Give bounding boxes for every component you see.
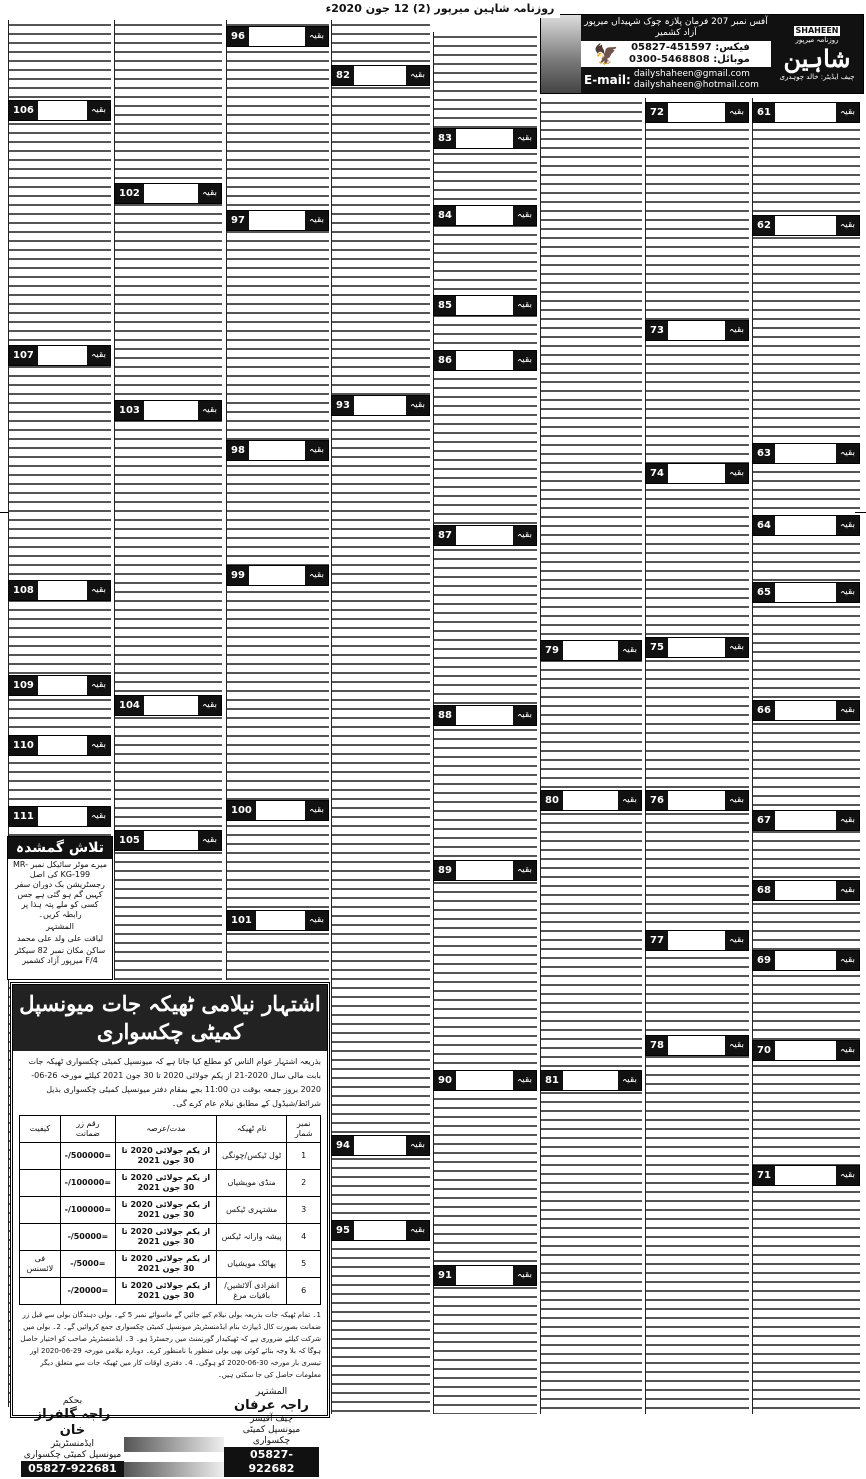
article-column (540, 98, 642, 1414)
table-cell: =50000/- (60, 1224, 115, 1251)
continuation-number: 67 (753, 811, 775, 830)
continuation-number: 63 (753, 444, 775, 463)
divider (855, 512, 866, 513)
continuation-number: 80 (541, 791, 563, 810)
continuation-box (226, 210, 329, 231)
continuation-number: 96 (227, 27, 249, 46)
table-cell: از یکم جولائی 2020 تا 30 جون 2021 (115, 1278, 216, 1305)
continuation-number: 71 (753, 1166, 775, 1185)
continuation-box (114, 695, 222, 716)
signer-left (21, 1396, 124, 1477)
signer-phone: 05827-922681 (21, 1461, 124, 1477)
continuation-number: 81 (541, 1071, 563, 1090)
table-header: رقم زر ضمانت (60, 1116, 115, 1143)
continuation-label: بقیہ (725, 103, 748, 122)
continuation-label: بقیہ (87, 736, 110, 755)
continuation-number: 72 (646, 103, 668, 122)
continuation-label: بقیہ (513, 706, 536, 725)
ad-terms: 1۔ تمام ٹھیکہ جات بذریعہ بولی نیلام کیے جائیں گے ماسوائے نمبر 5 کے۔ بولی دہندگان بولی سے قبل زر ضمانت بصورت کال ڈیپازٹ بنام ایڈمنسٹریٹر میونسپل کمیٹی چکسواری جمع کروائیں گے۔ 2۔ بولی میں شرکت کیلئے ضروری ہے کہ ٹھیکیدار گورنمنٹ میں رجسٹرڈ ہو۔ 3۔ ایڈمنسٹریٹر صاحب کو اختیار حاصل ہوگا کہ بلا وجہ بتائے کوئی بھی بولی منظور یا نامنظور کرے۔ دوبارہ نیلامی مورخہ 29-06-2020 اور تیسری بار مورخہ 30-06-2020 کو ہوگی۔ 4۔ دفتری اوقات کار میں ٹھیکہ جات سے متعلق دیگر معلومات حاصل کی جا سکتی ہیں۔ (20, 1311, 321, 1379)
continuation-box (8, 100, 111, 121)
table-cell (20, 1224, 61, 1251)
article-column (645, 98, 749, 1414)
signer-label: المشتہر (255, 1387, 288, 1397)
continuation-number: 99 (227, 566, 249, 585)
continuation-box (433, 350, 537, 371)
continuation-box (331, 395, 430, 416)
continuation-box (645, 790, 749, 811)
continuation-number: 97 (227, 211, 249, 230)
masthead (540, 14, 864, 94)
signer-right (224, 1387, 319, 1477)
table-cell: انفرادی آلائشیں/باقیات مرغ (216, 1278, 287, 1305)
continuation-box (433, 128, 537, 149)
table-cell: منڈی مویشیاں (216, 1170, 287, 1197)
continuation-box (8, 735, 111, 756)
table-header: مدت/عرصہ (115, 1116, 216, 1143)
continuation-number: 84 (434, 206, 456, 225)
continuation-label: بقیہ (836, 701, 859, 720)
continuation-label: بقیہ (87, 581, 110, 600)
continuation-box (331, 65, 430, 86)
continuation-box (114, 830, 222, 851)
continuation-number: 103 (115, 401, 144, 420)
continuation-number: 68 (753, 881, 775, 900)
continuation-number: 108 (9, 581, 38, 600)
missing-notice (7, 836, 113, 980)
missing-address: ساکن مکان نمبر 82 سیکٹر F/4 میرپور آزاد کشمیر (14, 946, 106, 965)
logo-english: SHAHEEN (795, 26, 839, 35)
continuation-box (752, 215, 860, 236)
continuation-box (752, 810, 860, 831)
fax-label: فیکس: (715, 42, 750, 53)
continuation-label: بقیہ (836, 516, 859, 535)
table-cell: از یکم جولائی 2020 تا 30 جون 2021 (115, 1251, 216, 1278)
table-cell: =20000/- (60, 1278, 115, 1305)
divider (0, 512, 8, 513)
continuation-label: بقیہ (198, 184, 221, 203)
continuation-box (331, 1135, 430, 1156)
continuation-label: بقیہ (406, 396, 429, 415)
continuation-number: 86 (434, 351, 456, 370)
table-cell (20, 1278, 61, 1305)
missing-body: میرے موٹر سائیکل نمبر MR-KG-199 کی اصل رجسٹریشن بک دوران سفر کہیں گم ہو گئی ہے جس کسی کو ملے پتہ ہذا پر رابطہ کریں۔ (13, 860, 107, 919)
table-cell: 2 (287, 1170, 321, 1197)
continuation-label: بقیہ (305, 911, 328, 930)
continuation-number: 62 (753, 216, 775, 235)
continuation-box (752, 880, 860, 901)
table-cell: مشتہری ٹیکس (216, 1197, 287, 1224)
table-cell: از یکم جولائی 2020 تا 30 جون 2021 (115, 1224, 216, 1251)
continuation-box (226, 800, 329, 821)
continuation-box (8, 806, 111, 827)
signer-phone: 05827-922682 (224, 1447, 319, 1477)
continuation-number: 110 (9, 736, 38, 755)
continuation-number: 85 (434, 296, 456, 315)
continuation-label: بقیہ (513, 296, 536, 315)
continuation-label: بقیہ (513, 1071, 536, 1090)
continuation-label: بقیہ (725, 1036, 748, 1055)
continuation-label: بقیہ (836, 1166, 859, 1185)
table-cell: پھاٹک مویشیاں (216, 1251, 287, 1278)
table-cell: 5 (287, 1251, 321, 1278)
table-cell: 4 (287, 1224, 321, 1251)
signer-name: راجہ گلفراز خان (34, 1407, 111, 1438)
continuation-number: 79 (541, 641, 563, 660)
table-cell: 1 (287, 1143, 321, 1170)
continuation-number: 109 (9, 676, 38, 695)
continuation-label: بقیہ (725, 321, 748, 340)
continuation-number: 105 (115, 831, 144, 850)
newspaper-logo (771, 15, 863, 93)
office-address: آفس نمبر 207 فرمان پلازہ چوک شہیداں میرپور آزاد کشمیر (581, 15, 771, 41)
table-row (20, 1278, 321, 1305)
continuation-box (645, 463, 749, 484)
continuation-label: بقیہ (406, 1136, 429, 1155)
continuation-box (752, 443, 860, 464)
continuation-label: بقیہ (513, 861, 536, 880)
continuation-box (433, 1070, 537, 1091)
continuation-box (226, 910, 329, 931)
continuation-label: بقیہ (725, 464, 748, 483)
continuation-box (8, 345, 111, 366)
fax-number: 05827-451597 (631, 42, 712, 53)
continuation-box (433, 705, 537, 726)
email-label: E-mail: (584, 73, 631, 87)
continuation-label: بقیہ (87, 101, 110, 120)
table-row (20, 1170, 321, 1197)
table-row (20, 1224, 321, 1251)
article-column (226, 20, 329, 980)
table-cell (20, 1197, 61, 1224)
continuation-box (752, 950, 860, 971)
continuation-box (8, 580, 111, 601)
continuation-label: بقیہ (836, 103, 859, 122)
article-column (331, 20, 430, 1414)
continuation-box (8, 675, 111, 696)
table-cell (20, 1170, 61, 1197)
table-header: کیفیت (20, 1116, 61, 1143)
continuation-number: 95 (332, 1221, 354, 1240)
signer-title: چیف آفیسر (249, 1414, 293, 1424)
auction-table (19, 1115, 321, 1305)
continuation-number: 65 (753, 583, 775, 602)
continuation-label: بقیہ (198, 696, 221, 715)
missing-signer-label: المشتہر (46, 922, 74, 931)
dateline: روزنامہ شاہین میرپور (2) 12 جون 2020ء (320, 1, 560, 18)
continuation-label: بقیہ (618, 641, 641, 660)
continuation-label: بقیہ (305, 211, 328, 230)
continuation-number: 77 (646, 931, 668, 950)
continuation-number: 64 (753, 516, 775, 535)
continuation-number: 69 (753, 951, 775, 970)
continuation-number: 75 (646, 638, 668, 657)
continuation-label: بقیہ (198, 831, 221, 850)
continuation-label: بقیہ (198, 401, 221, 420)
blurred-stamps (124, 1437, 224, 1477)
continuation-number: 78 (646, 1036, 668, 1055)
table-cell (20, 1143, 61, 1170)
continuation-label: بقیہ (725, 931, 748, 950)
continuation-label: بقیہ (87, 346, 110, 365)
continuation-label: بقیہ (725, 791, 748, 810)
table-cell: 3 (287, 1197, 321, 1224)
continuation-number: 89 (434, 861, 456, 880)
continuation-number: 70 (753, 1041, 775, 1060)
table-cell: پیشہ وارانہ ٹیکس (216, 1224, 287, 1251)
continuation-number: 61 (753, 103, 775, 122)
continuation-label: بقیہ (513, 129, 536, 148)
continuation-box (645, 930, 749, 951)
missing-signer: لیاقت علی ولد علی محمد (16, 934, 104, 943)
continuation-number: 94 (332, 1136, 354, 1155)
table-cell: از یکم جولائی 2020 تا 30 جون 2021 (115, 1143, 216, 1170)
table-row (20, 1143, 321, 1170)
continuation-number: 73 (646, 321, 668, 340)
continuation-box (114, 400, 222, 421)
table-cell: 6 (287, 1278, 321, 1305)
continuation-label: بقیہ (305, 801, 328, 820)
continuation-number: 98 (227, 441, 249, 460)
continuation-box (433, 205, 537, 226)
continuation-box (645, 1035, 749, 1056)
continuation-number: 74 (646, 464, 668, 483)
continuation-label: بقیہ (513, 351, 536, 370)
continuation-label: بقیہ (725, 638, 748, 657)
continuation-number: 91 (434, 1266, 456, 1285)
table-cell: =100000/- (60, 1197, 115, 1224)
continuation-number: 87 (434, 526, 456, 545)
table-header: نام ٹھیکہ (216, 1116, 287, 1143)
continuation-number: 90 (434, 1071, 456, 1090)
eagle-icon: 🦅 (593, 42, 619, 66)
continuation-box (226, 565, 329, 586)
continuation-label: بقیہ (836, 951, 859, 970)
table-cell: فی لائسنس (20, 1251, 61, 1278)
continuation-box (645, 102, 749, 123)
continuation-number: 104 (115, 696, 144, 715)
table-cell: از یکم جولائی 2020 تا 30 جون 2021 (115, 1197, 216, 1224)
continuation-label: بقیہ (406, 66, 429, 85)
signer-title: ایڈمنسٹریٹر (50, 1439, 95, 1449)
continuation-label: بقیہ (618, 791, 641, 810)
continuation-number: 88 (434, 706, 456, 725)
continuation-label: بقیہ (87, 676, 110, 695)
email-hotmail[interactable]: dailyshaheen@hotmail.com (633, 80, 759, 90)
continuation-box (752, 102, 860, 123)
continuation-label: بقیہ (836, 1041, 859, 1060)
continuation-label: بقیہ (836, 444, 859, 463)
continuation-number: 106 (9, 101, 38, 120)
article-column (752, 98, 860, 1414)
continuation-box (114, 183, 222, 204)
table-cell: ٹول ٹیکس/چونگی (216, 1143, 287, 1170)
table-cell: از یکم جولائی 2020 تا 30 جون 2021 (115, 1170, 216, 1197)
signer-name: راجہ عرفان (234, 1398, 309, 1413)
missing-title: تلاش گمشدہ (8, 837, 112, 859)
auction-advertisement (10, 982, 330, 1475)
table-header: نمبر شمار (287, 1116, 321, 1143)
monument-photo (541, 15, 581, 93)
continuation-label: بقیہ (836, 583, 859, 602)
continuation-box (226, 440, 329, 461)
continuation-box (433, 295, 537, 316)
continuation-label: بقیہ (836, 811, 859, 830)
continuation-box (331, 1220, 430, 1241)
email-gmail[interactable]: dailyshaheen@gmail.com (633, 69, 750, 79)
continuation-box (752, 1165, 860, 1186)
table-cell: =500000/- (60, 1143, 115, 1170)
continuation-number: 102 (115, 184, 144, 203)
table-row (20, 1197, 321, 1224)
signer-org: میونسپل کمیٹی چکسواری (242, 1425, 301, 1446)
mobile-number: 0300-5468808 (629, 54, 710, 65)
mobile-label: موبائل: (713, 54, 750, 65)
continuation-number: 83 (434, 129, 456, 148)
table-row (20, 1251, 321, 1278)
continuation-number: 101 (227, 911, 256, 930)
continuation-label: بقیہ (513, 1266, 536, 1285)
continuation-label: بقیہ (618, 1071, 641, 1090)
continuation-number: 66 (753, 701, 775, 720)
continuation-number: 107 (9, 346, 38, 365)
continuation-box (752, 582, 860, 603)
logo-subtitle: روزنامہ میرپور (795, 36, 839, 44)
continuation-label: بقیہ (513, 206, 536, 225)
continuation-box (752, 1040, 860, 1061)
logo-urdu: شاہین (783, 44, 851, 73)
continuation-box (645, 637, 749, 658)
continuation-label: بقیہ (305, 441, 328, 460)
continuation-label: بقیہ (836, 881, 859, 900)
continuation-number: 100 (227, 801, 256, 820)
chief-editor: چیف ایڈیٹر: خالد چوہدری (779, 73, 855, 81)
continuation-box (540, 640, 642, 661)
ad-intro: بذریعہ اشتہار عوام الناس کو مطلع کیا جاتا ہے کہ میونسپل کمیٹی چکسواری ٹھیکہ جات بابت مالی سال 2020-21 از یکم جولائی 2020 تا 30 جون 2021 کیلئے مورخہ 26-06-2020 بروز جمعہ بوقت دن 11:00 بجے بمقام دفتر میونسپل کمیٹی چکسواری بذیل شرائط/شیڈول کے مطابق نیلام عام کرے گی۔ (28, 1057, 321, 1108)
table-cell: =5000/- (60, 1251, 115, 1278)
table-cell: =100000/- (60, 1170, 115, 1197)
continuation-box (433, 860, 537, 881)
continuation-number: 93 (332, 396, 354, 415)
signer-org: میونسپل کمیٹی چکسواری (23, 1450, 122, 1460)
continuation-number: 111 (9, 807, 38, 826)
continuation-number: 76 (646, 791, 668, 810)
continuation-box (433, 1265, 537, 1286)
signer-label: بحکم (62, 1396, 83, 1406)
continuation-number: 82 (332, 66, 354, 85)
continuation-label: بقیہ (513, 526, 536, 545)
ad-title: اشتہار نیلامی ٹھیکہ جات میونسپل کمیٹی چکسواری (13, 985, 327, 1051)
continuation-label: بقیہ (836, 216, 859, 235)
continuation-label: بقیہ (87, 807, 110, 826)
continuation-box (433, 525, 537, 546)
continuation-box (540, 790, 642, 811)
continuation-label: بقیہ (305, 566, 328, 585)
continuation-label: بقیہ (305, 27, 328, 46)
continuation-box (752, 515, 860, 536)
continuation-box (752, 700, 860, 721)
continuation-box (226, 26, 329, 47)
continuation-label: بقیہ (406, 1221, 429, 1240)
continuation-box (540, 1070, 642, 1091)
continuation-box (645, 320, 749, 341)
